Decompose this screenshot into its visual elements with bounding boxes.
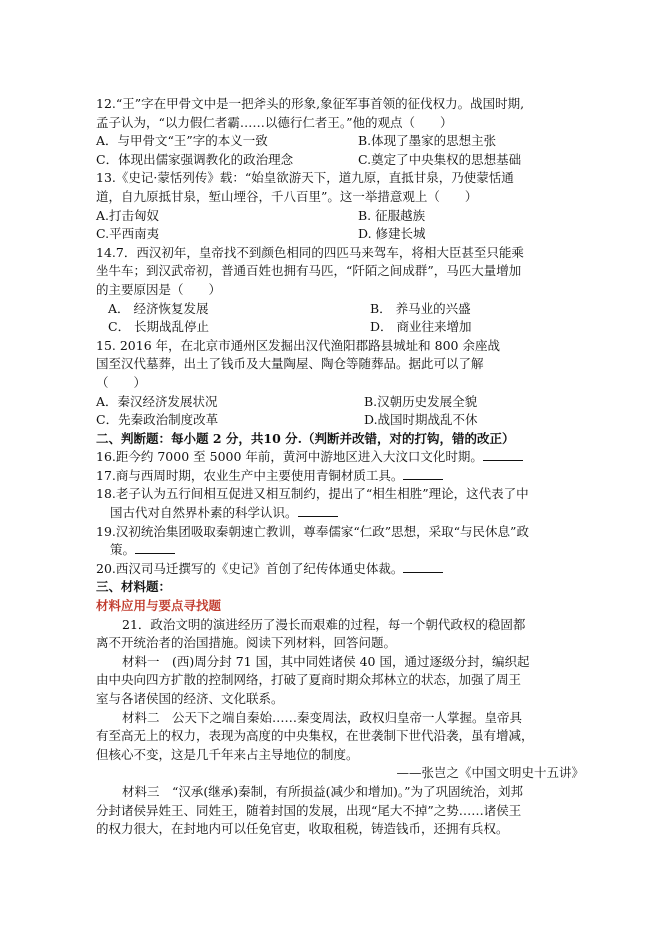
question-14-options-row-2 xyxy=(96,318,586,337)
question-20 xyxy=(96,560,586,579)
question-15-option-a: A．秦汉经济发展状况 xyxy=(96,393,218,409)
material-3-line-3: 的权力很大，在封地内可以任免官吏，收取租税，铸造钱币，还拥有兵权。 xyxy=(96,821,509,837)
material-3-line-1: 材料三 “汉承(继承)秦制，有所损益(减少和增加)。”为了巩固统治，刘邦 xyxy=(122,783,524,799)
question-13-stem-line-1: 13.《史记·蒙恬列传》载：“始皇欲游天下，道九原，直抵甘泉，乃使蒙恬通 xyxy=(96,170,514,186)
question-12 xyxy=(96,95,586,169)
question-14-option-a: A． 经济恢复发展 xyxy=(108,300,209,316)
question-20-text: 20.西汉司马迁撰写的《史记》首创了纪传体通史体裁。 xyxy=(96,560,404,576)
question-12-option-c: C．体现出儒家强调教化的政治理念 xyxy=(96,151,294,167)
question-21-line-1: 21．政治文明的演进经历了漫长而艰难的过程，每一个朝代政权的稳固都 xyxy=(122,616,526,632)
question-12-option-a: A．与甲骨文“王”字的本义一致 xyxy=(96,133,268,149)
question-14-option-d: D． 商业往来增加 xyxy=(370,319,472,335)
question-19-line-2 xyxy=(96,541,586,560)
answer-blank-18[interactable] xyxy=(298,504,338,517)
section-3-subheading: 材料应用与要点寻找题 xyxy=(96,598,222,614)
question-13-option-d: D. 修建长城 xyxy=(358,226,426,242)
question-15-option-d: D.战国时期战乱不休 xyxy=(364,412,478,428)
material-2-line-2: 有至高无上的权力，表现为高度的中央集权，在世袭制下世代沿袭，虽有增减， xyxy=(96,728,534,744)
question-13 xyxy=(96,169,586,243)
question-14-stem-line-3: 的主要原因是（ ） xyxy=(96,281,222,297)
question-15-stem-line-3: （ ） xyxy=(96,374,147,390)
material-2-source: ——张岂之《中国文明史十五讲》 xyxy=(396,765,584,781)
question-19-text: 策。 xyxy=(110,542,136,558)
question-14-stem-line-2: 坐牛车；到汉武帝初，普通百姓也拥有马匹，“阡陌之间成群”，马匹大量增加 xyxy=(96,263,522,279)
answer-blank-19[interactable] xyxy=(135,541,175,554)
material-1-line-3: 室与各诸侯国的经济、文化联系。 xyxy=(96,691,284,706)
question-13-option-c: C.平西南夷 xyxy=(96,226,160,242)
question-12-options-row-1 xyxy=(96,132,586,151)
material-2-line-3: 但核心不变，这是几千年来占主导地位的制度。 xyxy=(96,746,359,762)
material-1-line-1: 材料一 (西)周分封 71 国，其中同姓诸侯 40 国，通过逐级分封，编织起 xyxy=(122,653,530,669)
question-15-option-c: C．先秦政治制度改革 xyxy=(96,412,219,428)
question-12-option-d: C.奠定了中央集权的思想基础 xyxy=(358,151,522,167)
question-21-line-2: 离不开统治者的治国措施。阅读下列材料，回答问题。 xyxy=(96,635,397,651)
answer-blank-16[interactable] xyxy=(483,448,523,461)
question-15-stem-line-1: 15. 2016 年，在北京市通州区发掘出汉代渔阳郡路县城址和 800 余座战 xyxy=(96,337,500,353)
material-1-line-2: 由中央向四方扩散的控制网络，打破了夏商时期众邦林立的状态，加强了周王 xyxy=(96,672,522,688)
question-15-options-row-2 xyxy=(96,411,586,430)
question-12-option-b: B.体现了墨家的思想主张 xyxy=(358,133,497,149)
question-13-options-row-1 xyxy=(96,207,586,226)
question-16-text: 16.距今约 7000 至 5000 年前，黄河中游地区进入大汶口文化时期。 xyxy=(96,449,483,465)
section-3-heading: 三、材料题： xyxy=(96,579,172,595)
material-2-line-1: 材料二 公天下之端自秦始……秦变周法，政权归皇帝一人掌握。皇帝具 xyxy=(122,709,523,725)
question-12-options-row-2 xyxy=(96,151,586,170)
question-14-options-row-1 xyxy=(96,300,586,319)
question-15-stem-line-2: 国至汉代墓葬，出土了钱币及大量陶屋、陶仓等随葬品。据此可以了解 xyxy=(96,356,484,372)
section-judgment xyxy=(96,430,586,579)
question-18-text: 国古代对自然界朴素的科学认识。 xyxy=(110,505,298,521)
question-14-stem-line-1: 14.7．西汉初年，皇帝找不到颜色相同的四匹马来驾车，将相大臣甚至只能乘 xyxy=(96,244,524,260)
question-15-options-row-1 xyxy=(96,393,586,412)
section-material xyxy=(96,578,586,838)
answer-blank-20[interactable] xyxy=(403,560,443,573)
question-15-option-b: B.汉朝历史发展全貌 xyxy=(364,393,478,409)
question-13-options-row-2 xyxy=(96,225,586,244)
answer-blank-17[interactable] xyxy=(403,467,443,480)
section-2-heading: 二、判断题：每小题 2 分，共10 分.（判断并改错，对的打钩，错的改正） xyxy=(96,430,515,446)
question-19-line-1: 19.汉初统治集团吸取秦朝速亡教训，尊奉儒家“仁政”思想，采取“与民休息”政 xyxy=(96,523,529,539)
question-18-line-2 xyxy=(96,504,586,523)
material-3-line-2: 分封诸侯异姓王、同姓王，随着封国的发展，出现“尾大不掉”之势……诸侯王 xyxy=(96,802,522,818)
question-14-option-b: B． 养马业的兴盛 xyxy=(370,300,471,316)
question-18-line-1: 18.老子认为五行间相互促进又相互制约，提出了“相生相胜”理论，这代表了中 xyxy=(96,486,529,502)
question-13-stem-line-2: 道，自九原抵甘泉，堑山堙谷，千八百里”。这一举措意观上（ ） xyxy=(96,188,478,204)
question-14-option-c: C． 长期战乱停止 xyxy=(108,319,210,335)
question-15 xyxy=(96,337,586,430)
question-17 xyxy=(96,467,586,486)
question-13-option-b: B. 征服越族 xyxy=(358,207,426,223)
question-12-stem-line-2: 孟子认为，“以力假仁者霸……以德行仁者王。”他的观点（ ） xyxy=(96,114,453,130)
question-13-option-a: A.打击匈奴 xyxy=(96,207,160,223)
question-16 xyxy=(96,448,586,467)
question-12-stem-line-1: 12.“王”字在甲骨文中是一把斧头的形象,象征军事首领的征伐权力。战国时期, xyxy=(96,96,525,111)
question-14 xyxy=(96,244,586,337)
question-17-text: 17.商与西周时期，农业生产中主要使用青铜材质工具。 xyxy=(96,467,404,483)
document-content xyxy=(96,95,586,839)
